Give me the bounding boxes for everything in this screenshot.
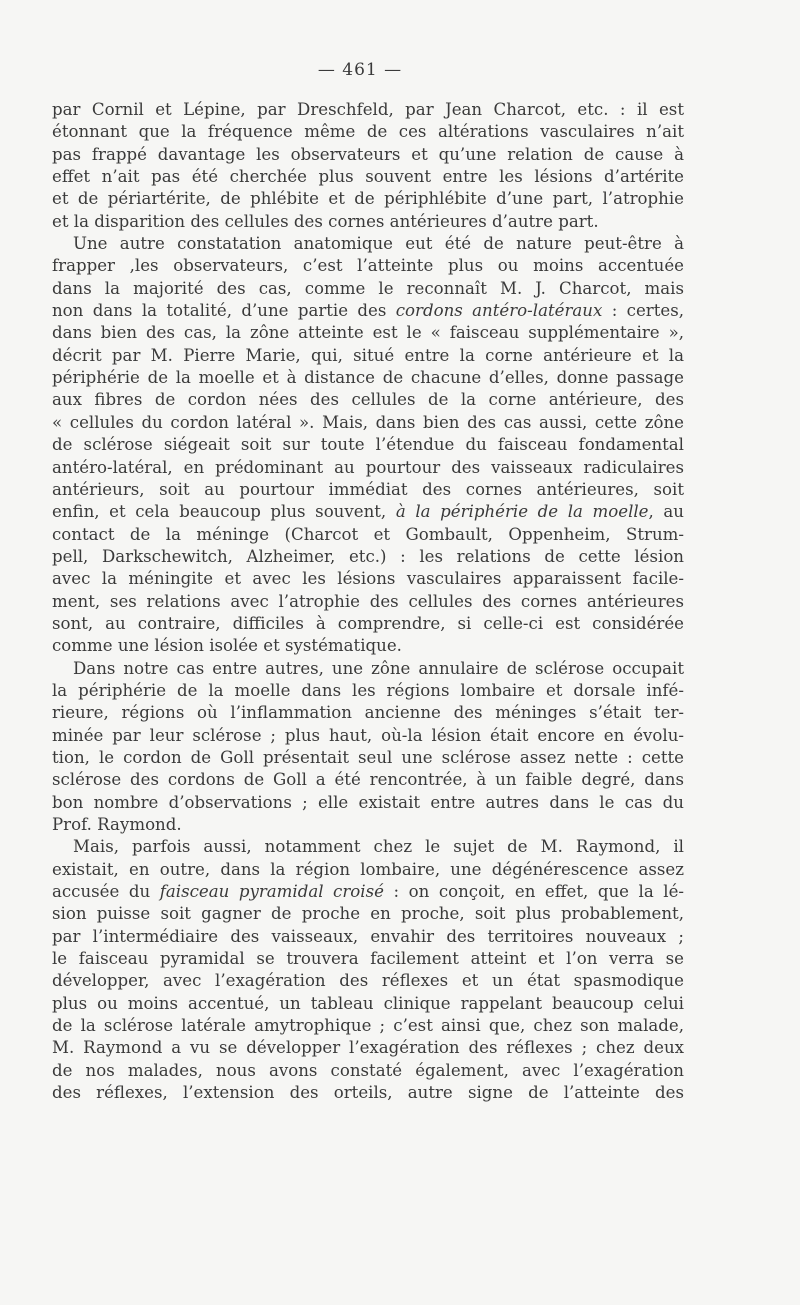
- text-line: de sclérose siégeait soit sur toute l’étendue du faisceau fondamental: [52, 435, 684, 455]
- text-line: sion puisse soit gagner de proche en proche, soit plus probablement,: [52, 904, 684, 924]
- text-line: ment, ses relations avec l’atrophie des cellules des cornes antérieures: [52, 591, 684, 611]
- text-line: avec la méningite et avec les lésions vasculaires apparaissent facile-: [52, 569, 684, 589]
- italic-phrase: à la périphérie de la moelle: [395, 502, 649, 522]
- text-line: Mais, parfois aussi, notamment chez le sujet de M. Raymond, il: [73, 837, 684, 857]
- text-line: développer, avec l’exagération des réflexes et un état spasmodique: [52, 971, 684, 991]
- text-line: non dans la totalité, d’une partie des cordons antéro-latéraux : certes,: [52, 301, 684, 321]
- text-line: tion, le cordon de Goll présentait seul une sclérose assez nette : cette: [52, 747, 684, 767]
- text-line: Dans notre cas entre autres, une zône annulaire de sclérose occupait: [73, 658, 684, 678]
- text-line: le faisceau pyramidal se trouvera facilement atteint et l’on verra se: [52, 949, 684, 969]
- text-line: et la disparition des cellules des cornes antérieures d’autre part.: [52, 211, 599, 231]
- text-line: « cellules du cordon latéral ». Mais, dans bien des cas aussi, cette zône: [52, 412, 684, 432]
- text-line: pas frappé davantage les observateurs et qu’une relation de cause à: [52, 144, 684, 164]
- text-line: minée par leur sclérose ; plus haut, où-la lésion était encore en évolu-: [52, 725, 684, 745]
- text-line: plus ou moins accentué, un tableau clinique rappelant beaucoup celui: [52, 993, 684, 1013]
- text-line: antéro-latéral, en prédominant au pourtour des vaisseaux radiculaires: [52, 457, 684, 477]
- text-line: frapper ,les observateurs, c’est l’atteinte plus ou moins accentuée: [52, 256, 684, 276]
- text-line: dans bien des cas, la zône atteinte est le « faisceau supplémentaire »,: [52, 323, 684, 343]
- text-line: et de périartérite, de phlébite et de périphlébite d’une part, l’atrophie: [52, 189, 684, 209]
- text-line: comme une lésion isolée et systématique.: [52, 636, 402, 656]
- text-line: M. Raymond a vu se développer l’exagération des réflexes ; chez deux: [52, 1038, 684, 1058]
- text-line: périphérie de la moelle et à distance de chacune d’elles, donne passage: [52, 368, 684, 388]
- text-line: des réflexes, l’extension des orteils, autre signe de l’atteinte des: [52, 1083, 684, 1103]
- text-line: enfin, et cela beaucoup plus souvent, à la périphérie de la moelle, au: [52, 502, 684, 522]
- text-line: la périphérie de la moelle dans les régions lombaire et dorsale infé-: [52, 680, 684, 700]
- italic-phrase: cordons antéro-latéraux: [395, 301, 603, 321]
- text-line: rieure, régions où l’inflammation ancienne des méninges s’était ter-: [52, 703, 684, 723]
- text-line: sclérose des cordons de Goll a été rencontrée, à un faible degré, dans: [52, 770, 684, 790]
- text-line: aux fibres de cordon nées des cellules de la corne antérieure, des: [52, 390, 684, 410]
- text-line: étonnant que la fréquence même de ces altérations vasculaires n’ait: [52, 122, 684, 142]
- text-line: par Cornil et Lépine, par Dreschfeld, par Jean Charcot, etc. : il est: [52, 100, 684, 119]
- italic-phrase: faisceau pyramidal croisé: [159, 882, 384, 902]
- text-line: de la sclérose latérale amytrophique ; c’est ainsi que, chez son malade,: [52, 1016, 684, 1036]
- text-line: pell, Darkschewitch, Alzheimer, etc.) : les relations de cette lésion: [52, 546, 684, 566]
- text-line: effet n’ait pas été cherchée plus souvent entre les lésions d’artérite: [52, 167, 684, 187]
- text-line: décrit par M. Pierre Marie, qui, situé entre la corne antérieure et la: [52, 345, 684, 365]
- text-line: Une autre constatation anatomique eut été de nature peut-être à: [73, 234, 684, 254]
- text-line: existait, en outre, dans la région lombaire, une dégénérescence assez: [52, 859, 684, 879]
- text-line: bon nombre d’observations ; elle existait entre autres dans le cas du: [52, 792, 684, 812]
- text-line: Prof. Raymond.: [52, 815, 182, 834]
- page-number: — 461 —: [317, 60, 403, 80]
- text-line: dans la majorité des cas, comme le reconnaît M. J. Charcot, mais: [52, 278, 684, 298]
- body-text: [52, 99, 684, 1104]
- text-line: de nos malades, nous avons constaté également, avec l’exagération: [52, 1060, 684, 1080]
- text-line: antérieurs, soit au pourtour immédiat des cornes antérieures, soit: [52, 479, 684, 499]
- text-line: accusée du faisceau pyramidal croisé : on conçoit, en effet, que la lé-: [52, 882, 684, 902]
- text-line: sont, au contraire, difficiles à comprendre, si celle-ci est considérée: [52, 613, 684, 633]
- text-line: par l’intermédiaire des vaisseaux, envahir des territoires nouveaux ;: [52, 926, 684, 946]
- text-line: contact de la méninge (Charcot et Gombault, Oppenheim, Strum-: [52, 524, 684, 544]
